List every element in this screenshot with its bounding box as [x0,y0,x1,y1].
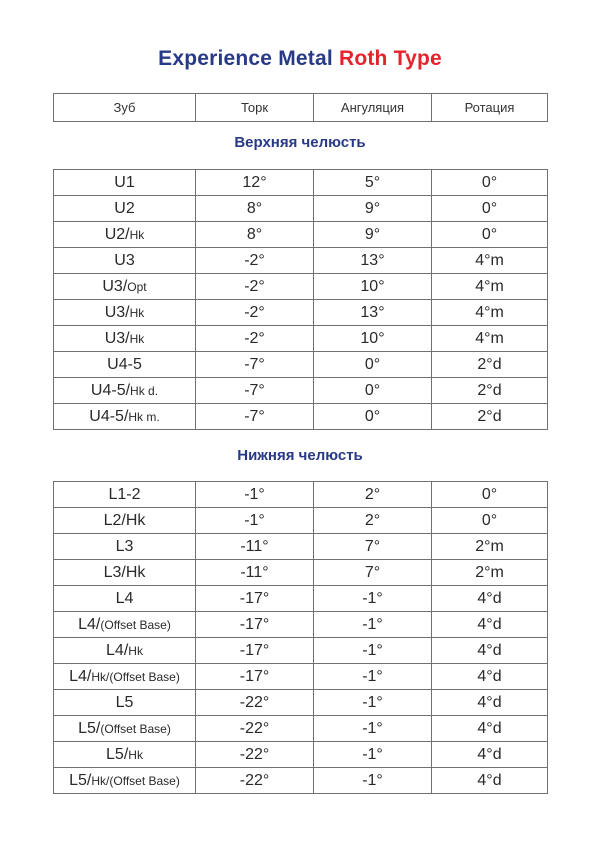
angulation-cell: 10° [314,326,432,352]
torque-cell: -1° [196,508,314,534]
torque-cell: -7° [196,404,314,430]
table-row [54,586,548,612]
tooth-cell [54,222,196,248]
angulation-cell: 2° [314,482,432,508]
torque-cell: -17° [196,638,314,664]
tooth-cell [54,508,196,534]
tooth-cell [54,300,196,326]
table-row [54,482,548,508]
table-row [54,768,548,794]
torque-cell: 8° [196,222,314,248]
torque-cell: -2° [196,300,314,326]
tooth-variant: Hk/(Offset Base) [91,773,180,788]
torque-cell: 12° [196,170,314,196]
title-type: Roth Type [338,47,442,70]
tooth-code: U3/ [104,303,130,321]
torque-cell: -22° [196,716,314,742]
tooth-cell [54,482,196,508]
tooth-variant: Hk [128,747,143,762]
tooth-variant: Hk [128,643,143,658]
angulation-cell: -1° [314,690,432,716]
rotation-cell: 0° [432,222,548,248]
tooth-code: U4-5/ [90,381,131,399]
tooth-cell [54,248,196,274]
table-row [54,274,548,300]
table-row [54,560,548,586]
table-row [54,612,548,638]
torque-cell: -22° [196,742,314,768]
header-rotation: Ротация [432,94,548,122]
angulation-cell: 5° [314,170,432,196]
angulation-cell: -1° [314,716,432,742]
table-row [54,508,548,534]
tooth-code: U3/ [102,277,128,295]
tooth-cell [54,404,196,430]
tooth-cell [54,534,196,560]
tooth-code: U2/ [104,225,130,243]
torque-cell: -2° [196,274,314,300]
table-row [54,222,548,248]
tooth-variant: Hk/(Offset Base) [91,669,180,684]
rotation-cell: 2°d [432,404,548,430]
torque-cell: -22° [196,768,314,794]
tooth-code: L2/Hk [103,511,146,529]
header-angulation: Ангуляция [314,94,432,122]
angulation-cell: 9° [314,222,432,248]
rotation-cell: 4°m [432,326,548,352]
tooth-variant: Hk [129,331,145,346]
upper-jaw-table [53,169,548,430]
angulation-cell: -1° [314,612,432,638]
tooth-cell [54,664,196,690]
tooth-code: U2 [114,199,135,217]
tooth-code: L5/ [78,719,101,737]
torque-cell: -11° [196,560,314,586]
torque-cell: -7° [196,378,314,404]
torque-cell: -2° [196,326,314,352]
tooth-variant: (Offset Base) [100,721,171,736]
angulation-cell: 7° [314,560,432,586]
angulation-cell: 9° [314,196,432,222]
tooth-cell [54,326,196,352]
table-row [54,352,548,378]
rotation-cell: 0° [432,482,548,508]
rotation-cell: 4°d [432,690,548,716]
tooth-variant: Opt [127,279,147,294]
tooth-cell [54,742,196,768]
table-row [54,742,548,768]
torque-cell: 8° [196,196,314,222]
torque-cell: -17° [196,664,314,690]
rotation-cell: 0° [432,170,548,196]
title-brand: Experience Metal [158,47,333,70]
tooth-cell [54,560,196,586]
angulation-cell: 0° [314,404,432,430]
lower-jaw-table [53,481,548,794]
tooth-cell [54,638,196,664]
tooth-cell [54,768,196,794]
rotation-cell: 4°d [432,612,548,638]
header-table [53,93,548,122]
tooth-cell [54,170,196,196]
rotation-cell: 4°d [432,716,548,742]
upper-jaw-heading: Верхняя челюсть [234,134,366,151]
table-row [54,326,548,352]
torque-cell: -22° [196,690,314,716]
angulation-cell: -1° [314,768,432,794]
tooth-cell [54,378,196,404]
tooth-cell [54,586,196,612]
table-row [54,404,548,430]
header-torque: Торк [196,94,314,122]
angulation-cell: 2° [314,508,432,534]
rotation-cell: 4°d [432,586,548,612]
tooth-code: L4/ [78,615,101,633]
rotation-cell: 2°m [432,560,548,586]
table-row [54,690,548,716]
tooth-code: U3/ [104,329,130,347]
tooth-cell [54,352,196,378]
tooth-cell [54,690,196,716]
torque-cell: -7° [196,352,314,378]
rotation-cell: 4°d [432,768,548,794]
table-row [54,248,548,274]
tooth-code: U1 [114,173,135,191]
tooth-code: L5/ [106,745,129,763]
angulation-cell: -1° [314,664,432,690]
header-row [54,94,548,122]
angulation-cell: -1° [314,586,432,612]
rotation-cell: 4°d [432,664,548,690]
tooth-variant: Hk [129,305,145,320]
table-row [54,534,548,560]
tooth-code: L3/Hk [103,563,146,581]
header-tooth: Зуб [54,94,196,122]
tooth-code: L5/ [69,771,92,789]
angulation-cell: -1° [314,742,432,768]
rotation-cell: 4°m [432,248,548,274]
tooth-code: L5 [115,693,134,711]
angulation-cell: 13° [314,248,432,274]
rotation-cell: 4°m [432,274,548,300]
tooth-code: U4-5/ [89,407,129,425]
table-row [54,638,548,664]
torque-cell: -17° [196,612,314,638]
rotation-cell: 4°d [432,742,548,768]
tooth-variant: Hk d. [130,383,159,398]
table-row [54,378,548,404]
table-row [54,300,548,326]
angulation-cell: 7° [314,534,432,560]
rotation-cell: 0° [432,196,548,222]
lower-jaw-heading: Нижняя челюсть [237,447,363,464]
tooth-code: U4-5 [107,355,142,373]
table-row [54,170,548,196]
tooth-cell [54,716,196,742]
torque-cell: -11° [196,534,314,560]
tooth-cell [54,196,196,222]
tooth-variant: Hk m. [128,409,160,424]
tooth-code: L4/ [69,667,92,685]
document-title [0,47,600,71]
torque-cell: -17° [196,586,314,612]
tooth-cell [54,612,196,638]
tooth-code: L4/ [106,641,129,659]
tooth-variant: Hk [129,227,145,242]
tooth-code: L3 [115,537,134,555]
angulation-cell: -1° [314,638,432,664]
rotation-cell: 0° [432,508,548,534]
rotation-cell: 4°d [432,638,548,664]
angulation-cell: 10° [314,274,432,300]
rotation-cell: 2°d [432,378,548,404]
angulation-cell: 0° [314,378,432,404]
rotation-cell: 4°m [432,300,548,326]
torque-cell: -1° [196,482,314,508]
tooth-code: U3 [114,251,135,269]
rotation-cell: 2°m [432,534,548,560]
angulation-cell: 13° [314,300,432,326]
table-row [54,716,548,742]
table-row [54,196,548,222]
tooth-variant: (Offset Base) [100,617,171,632]
tooth-cell [54,274,196,300]
angulation-cell: 0° [314,352,432,378]
torque-cell: -2° [196,248,314,274]
tooth-code: L4 [115,589,134,607]
tooth-code: L1-2 [108,485,141,503]
rotation-cell: 2°d [432,352,548,378]
table-row [54,664,548,690]
